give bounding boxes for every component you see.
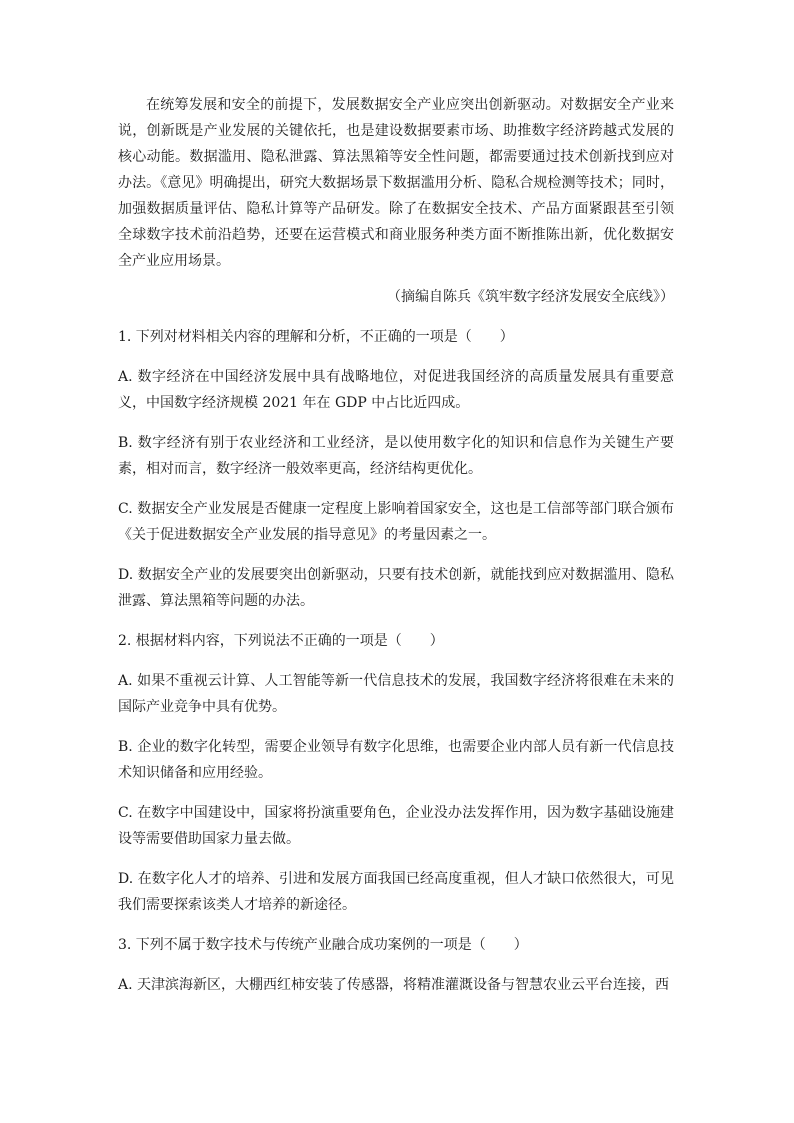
question-3-option-a: A. 天津滨海新区，大棚西红柿安装了传感器，将精准灌溉设备与智慧农业云平台连接，西 <box>118 977 670 993</box>
passage-paragraph: 在统筹发展和安全的前提下，发展数据安全产业应突出创新驱动。对数据安全产业来说，创新既是产业发展的关键依托，也是建设数据要素市场、助推数字经济跨越式发展的核心动能。数据滥用、隐私泄露、算法黑箱等安全性问题，都需要通过技术创新找到应对办法。《意见》明确提出，研究大数据场景下数据滥用分析、隐私合规检测等技术；同时，加强数据质量评估、隐私计算等产品研发。除了在数据安全技术、产品方面紧跟甚至引领全球数字技术前沿趋势，还要在运营模式和商业服务种类方面不断推陈出新，优化数据安全产业应用场景。 <box>118 97 674 269</box>
question-1-option-a: A. 数字经济在中国经济发展中具有战略地位，对促进我国经济的高质量发展具有重要意义，中国数字经济规模 2021 年在 GDP 中占比近四成。 <box>118 369 674 411</box>
question-1-option-b: B. 数字经济有别于农业经济和工业经济，是以使用数字化的知识和信息作为关键生产要素，相对而言，数字经济一般效率更高，经济结构更优化。 <box>118 435 674 477</box>
document-page <box>118 92 674 998</box>
question-1-option-c: C. 数据安全产业发展是否健康一定程度上影响着国家安全，这也是工信部等部门联合颁布《关于促进数据安全产业发展的指导意见》的考量因素之一。 <box>118 501 674 543</box>
question-1-option-d: D. 数据安全产业的发展要突出创新驱动，只要有技术创新，就能找到应对数据滥用、隐私泄露、算法黑箱等问题的办法。 <box>118 567 674 609</box>
question-2-option-d: D. 在数字化人才的培养、引进和发展方面我国已经高度重视，但人才缺口依然很大，可见我们需要探索该类人才培养的新途径。 <box>118 871 674 913</box>
question-2-option-a: A. 如果不重视云计算、人工智能等新一代信息技术的发展，我国数字经济将很难在未来的国际产业竞争中具有优势。 <box>118 673 674 715</box>
passage-source: （摘编自陈兵《筑牢数字经济发展安全底线》） <box>387 289 674 305</box>
question-3-stem: 3. 下列不属于数字技术与传统产业融合成功案例的一项是（ ） <box>118 937 528 953</box>
question-2-option-c: C. 在数字中国建设中，国家将扮演重要角色，企业没办法发挥作用，因为数字基础设施建设等需要借助国家力量去做。 <box>118 805 674 847</box>
question-1-stem: 1. 下列对材料相关内容的理解和分析，不正确的一项是（ ） <box>118 329 514 345</box>
question-2-option-b: B. 企业的数字化转型，需要企业领导有数字化思维，也需要企业内部人员有新一代信息技术知识储备和应用经验。 <box>118 739 674 781</box>
question-2-stem: 2. 根据材料内容，下列说法不正确的一项是（ ） <box>118 633 444 649</box>
